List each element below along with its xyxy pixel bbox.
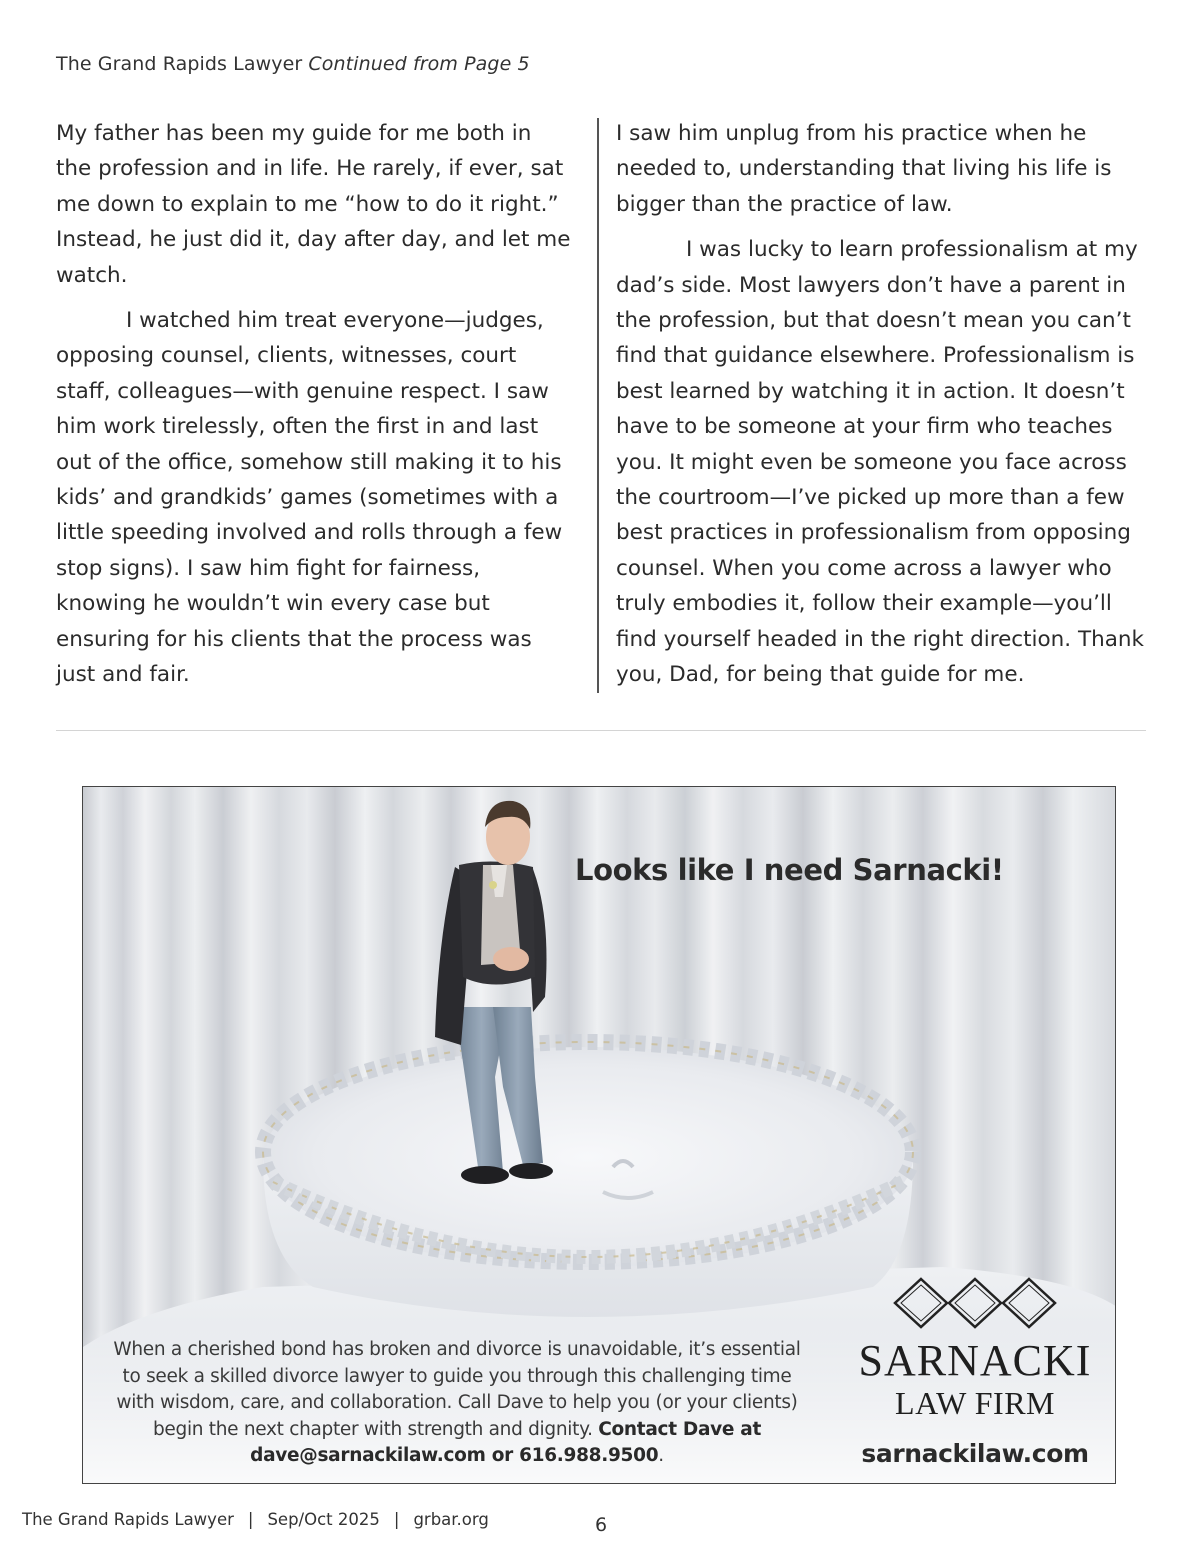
footer-issue: Sep/Oct 2025 bbox=[267, 1510, 380, 1529]
section-divider bbox=[56, 730, 1146, 731]
footer-publication: The Grand Rapids Lawyer bbox=[22, 1510, 234, 1529]
ad-contact-period: . bbox=[658, 1445, 664, 1466]
ad-body-text bbox=[103, 1337, 811, 1470]
footer-separator: | bbox=[393, 1510, 400, 1529]
firm-subtitle: LAW FIRM bbox=[895, 1385, 1055, 1421]
running-head bbox=[56, 53, 530, 75]
continued-note: Continued from Page 5 bbox=[308, 53, 530, 75]
ad-contact: Contact Dave at dave@sarnackilaw.com or 616.988.9500 bbox=[250, 1418, 761, 1466]
footer-separator: | bbox=[247, 1510, 254, 1529]
footer-site-link[interactable]: grbar.org bbox=[413, 1510, 489, 1529]
paragraph: I watched him treat everyone—judges, opposing counsel, clients, witnesses, court staff, colleagues—with genuine respect. I saw him work tirelessly, often the first in and last out of the office, somehow still making it to his kids’ and grandkids’ games (sometimes with a little speeding involved and rolls through a few stop signs). I saw him fight for fairness, knowing he wouldn’t win every case but ensuring for his clients that the process was just and fair. bbox=[56, 308, 563, 688]
page-footer bbox=[22, 1510, 489, 1529]
publication-name: The Grand Rapids Lawyer bbox=[56, 53, 303, 75]
paragraph: My father has been my guide for me both in the profession and in life. He rarely, if ever, sat me down to explain to me “how to do it right.” Instead, he just did it, day after day, and let me watch. bbox=[56, 121, 571, 288]
article-right-column bbox=[616, 116, 1144, 693]
paragraph: I was lucky to learn professionalism at my dad’s side. Most lawyers don’t have a parent in the profession, but that doesn’t mean you can’t find that guidance elsewhere. Professionalism is best learned by watching it in action. It doesn’t have to be someone at your firm who teaches you. It might even be someone you face across the courtroom—I’ve picked up more than a few best practices in professionalism from opposing counsel. When you come across a lawyer who truly embodies it, follow their example—you’ll find yourself headed in the right direction. Thank you, Dad, for being that guide for me. bbox=[616, 237, 1144, 688]
page-number: 6 bbox=[595, 1514, 608, 1536]
advertisement bbox=[82, 786, 1116, 1484]
paragraph: I saw him unplug from his practice when he needed to, understanding that living his life is bigger than the practice of law. bbox=[616, 121, 1112, 217]
firm-name: SARNACKI bbox=[858, 1336, 1092, 1385]
article-left-column bbox=[56, 116, 571, 693]
three-diamonds-icon bbox=[891, 1275, 1059, 1331]
column-divider bbox=[597, 118, 599, 693]
ad-headline: Looks like I need Sarnacki! bbox=[575, 853, 1004, 887]
firm-website-link[interactable]: sarnackilaw.com bbox=[861, 1439, 1089, 1468]
ad-description: When a cherished bond has broken and divorce is unavoidable, it’s essential to seek a skilled divorce lawyer to guide you through this challenging time with wisdom, care, and collaboration. Call Dave to help you (or your clients) begin the next chapter with strength and dignity. bbox=[113, 1339, 801, 1440]
